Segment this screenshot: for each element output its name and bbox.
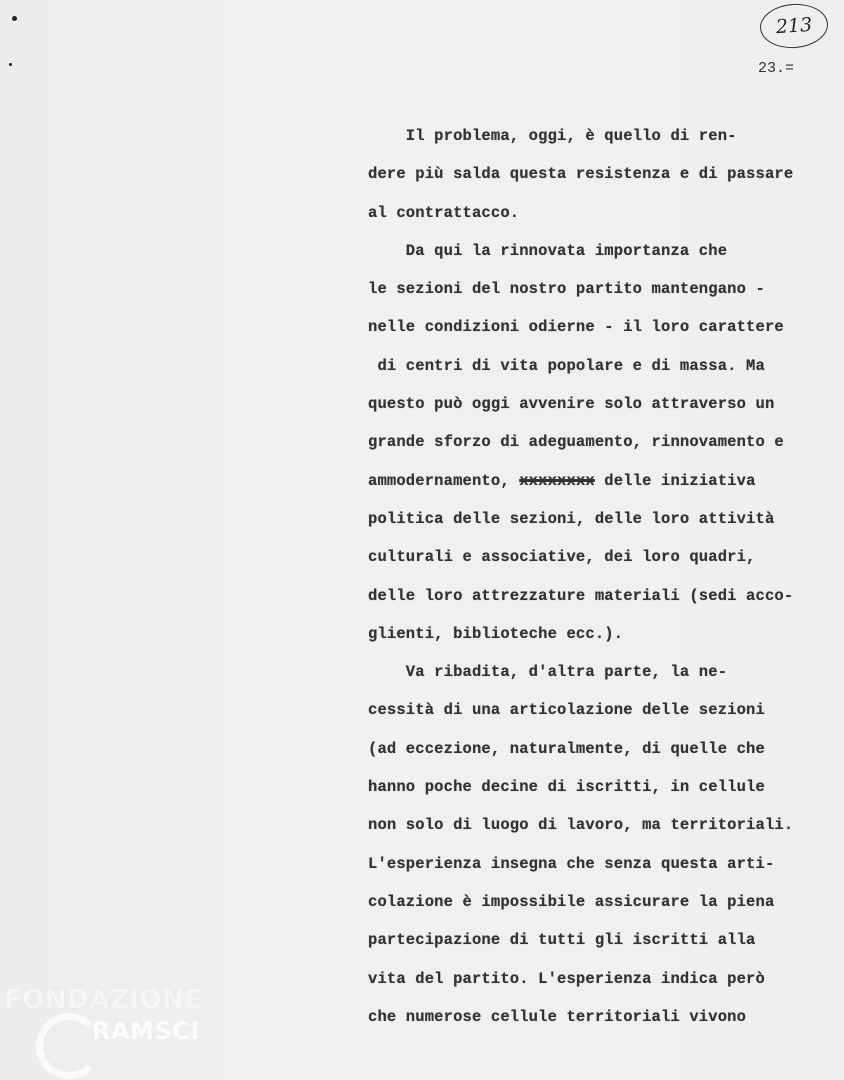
text-line (368, 653, 828, 691)
text-line-content: le sezioni del nostro partito mantengano - (368, 280, 765, 299)
text-line-content: colazione è impossibile assicurare la piena (368, 892, 775, 911)
text-line-content: vita del partito. L'esperienza indica però (368, 969, 765, 988)
text-line (368, 270, 828, 308)
text-line (368, 577, 828, 615)
text-line (368, 500, 828, 538)
text-line (368, 921, 828, 959)
text-line-content: politica delle sezioni, delle loro attività (368, 509, 775, 528)
text-line-content: non solo di luogo di lavoro, ma territoriali. (368, 816, 794, 835)
text-line-content: ammodernamento, (368, 471, 520, 490)
text-line-content: Da qui la rinnovata importanza che (368, 241, 728, 260)
text-line (368, 232, 828, 270)
text-line-content: Va ribadita, d'altra parte, la ne- (368, 663, 728, 682)
archive-number-stamp: 213 (759, 2, 830, 51)
text-line-content: al contrattacco. (368, 203, 520, 222)
text-line-content: L'esperienza insegna che senza questa arti- (368, 854, 775, 873)
text-line (368, 768, 828, 806)
text-line-content: grande sforzo di adeguamento, rinnovamento e (368, 433, 784, 452)
typed-text-body (368, 117, 828, 1036)
text-line (368, 691, 828, 729)
text-line (368, 883, 828, 921)
text-line (368, 806, 828, 844)
text-line (368, 347, 828, 385)
margin-mark (12, 16, 17, 21)
text-line (368, 730, 828, 768)
text-line (368, 615, 828, 653)
text-line-content: hanno poche decine di iscritti, in cellule (368, 778, 765, 797)
watermark-line1: FONDAZIONE (4, 985, 203, 1015)
text-line (368, 423, 828, 461)
text-line (368, 308, 828, 346)
page-number: 23.= (758, 60, 795, 77)
margin-mark (9, 63, 12, 66)
text-line-content: di centri di vita popolare e di massa. Ma (368, 356, 765, 375)
text-line-content: (ad eccezione, naturalmente, di quelle che (368, 739, 765, 758)
text-line-content: delle loro attrezzature materiali (sedi acco- (368, 586, 794, 605)
struck-out-word: xxxxxxxx (519, 471, 595, 490)
text-line (368, 155, 828, 193)
text-line-content: partecipazione di tutti gli iscritti alla (368, 931, 756, 950)
text-line-content: cessità di una articolazione delle sezioni (368, 701, 765, 720)
text-line-content: che numerose cellule territoriali vivono (368, 1007, 747, 1026)
text-line (368, 998, 828, 1036)
text-line (368, 462, 828, 500)
fondazione-gramsci-watermark (4, 985, 214, 1075)
text-line-content: questo può oggi avvenire solo attraverso un (368, 395, 775, 414)
text-line-content: glienti, biblioteche ecc.). (368, 624, 624, 643)
text-line-content: dere più salda questa resistenza e di passare (368, 165, 794, 184)
text-line-continuation: delle iniziativa (594, 471, 756, 490)
text-line (368, 845, 828, 883)
text-line (368, 117, 828, 155)
text-line (368, 960, 828, 998)
text-line-content: nelle condizioni odierne - il loro carattere (368, 318, 784, 337)
text-line (368, 385, 828, 423)
text-line-content: culturali e associative, dei loro quadri, (368, 548, 756, 567)
watermark-line2: RAMSCI (92, 1017, 200, 1045)
text-line (368, 194, 828, 232)
text-line (368, 538, 828, 576)
text-line-content: Il problema, oggi, è quello di ren- (368, 127, 737, 145)
